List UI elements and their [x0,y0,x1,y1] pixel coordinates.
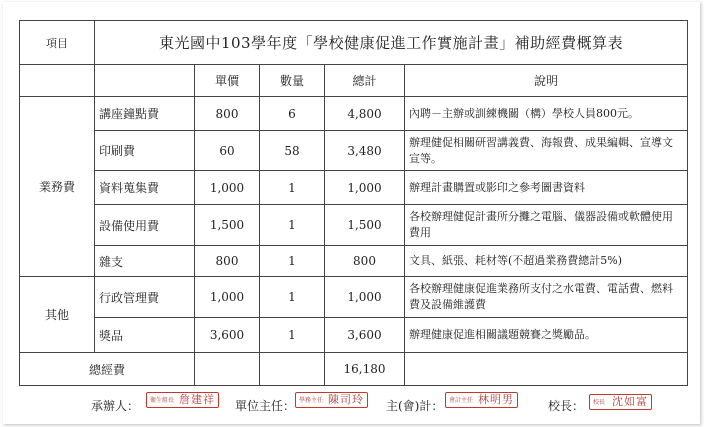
total-header: 總計 [325,65,405,97]
quantity-header: 數量 [260,65,325,97]
total-cell: 4,800 [325,97,405,131]
blank-cell [260,353,325,386]
item-name: 講座鐘點費 [95,97,195,131]
table-row [20,246,688,277]
quantity-cell: 1 [260,277,325,318]
quantity-cell: 58 [260,131,325,171]
unit-head-label: 單位主任： [235,399,296,413]
stamp-name: 林明男 [478,393,514,406]
unit-price-cell: 1,000 [195,277,260,318]
blank-header-cell [20,65,95,97]
item-header: 項目 [20,21,95,65]
item-name: 雜支 [95,246,195,277]
blank-header-cell [95,65,195,97]
quantity-cell: 1 [260,318,325,353]
grand-total-label: 總經費 [20,353,195,386]
principal-stamp [589,394,652,410]
description-cell: 辦理計畫購置或影印之參考圖書資料 [405,171,688,205]
table-row [20,97,688,131]
category-other: 其他 [20,277,95,353]
stamp-title: 學務主任 [299,396,324,404]
unit-price-cell: 60 [195,131,260,171]
unit-head-stamp [295,392,368,408]
description-header: 說明 [405,65,688,97]
handler-label: 承辦人： [91,399,140,413]
description-cell: 辦理健康促進相關議題競賽之獎勵品。 [405,318,688,353]
blank-cell [195,353,260,386]
item-name: 印刷費 [95,131,195,171]
unit-price-header: 單價 [195,65,260,97]
stamp-title: 衛生組長 [150,396,175,404]
stamp-name: 詹建祥 [179,393,215,406]
page-title: 東光國中103學年度「學校健康促進工作實施計畫」補助經費概算表 [95,21,688,65]
item-name: 資料蒐集費 [95,171,195,205]
item-name: 設備使用費 [95,205,195,246]
total-cell: 800 [325,246,405,277]
table-row [20,205,688,246]
description-cell: 各校辦理健康促進業務所支付之水電費、電話費、燃料費及設備維護費 [405,277,688,318]
table-row [20,277,688,318]
stamp-name: 沈如富 [612,395,648,408]
unit-price-cell: 1,500 [195,205,260,246]
document-sheet [3,2,700,424]
category-business: 業務費 [20,97,95,277]
description-cell: 內聘－主辦或訓練機關（構）學校人員800元。 [405,97,688,131]
unit-price-cell: 800 [195,246,260,277]
total-cell: 3,600 [325,318,405,353]
column-header-row [20,65,688,97]
unit-price-cell: 3,600 [195,318,260,353]
handler-stamp [146,392,219,408]
stamp-name: 陳司玲 [328,393,364,406]
total-cell: 1,500 [325,205,405,246]
description-cell: 辦理健促相關研習講義費、海報費、成果編輯、宣導文宣等。 [405,131,688,171]
grand-total-value: 16,180 [325,353,405,386]
budget-table [19,20,688,386]
quantity-cell: 1 [260,205,325,246]
total-cell: 1,000 [325,277,405,318]
table-row [20,171,688,205]
grand-total-row [20,353,688,386]
description-cell: 文具、紙張、耗材等(不超過業務費總計5%) [405,246,688,277]
item-name: 行政管理費 [95,277,195,318]
quantity-cell: 1 [260,246,325,277]
stamp-title: 會計主任 [449,396,474,404]
unit-price-cell: 800 [195,97,260,131]
stamp-title: 校長 [593,398,606,406]
signature-footer [3,389,704,423]
quantity-cell: 6 [260,97,325,131]
title-row [20,21,688,65]
table-row [20,318,688,353]
description-cell: 各校辦理健促計畫所分攤之電腦、儀器設備或軟體使用費用 [405,205,688,246]
item-name: 獎品 [95,318,195,353]
blank-cell [405,353,688,386]
total-cell: 3,480 [325,131,405,171]
principal-label: 校長： [548,399,585,413]
accounting-label: 主(會)計： [386,399,444,413]
accounting-stamp [445,392,518,408]
table-row [20,131,688,171]
unit-price-cell: 1,000 [195,171,260,205]
quantity-cell: 1 [260,171,325,205]
total-cell: 1,000 [325,171,405,205]
